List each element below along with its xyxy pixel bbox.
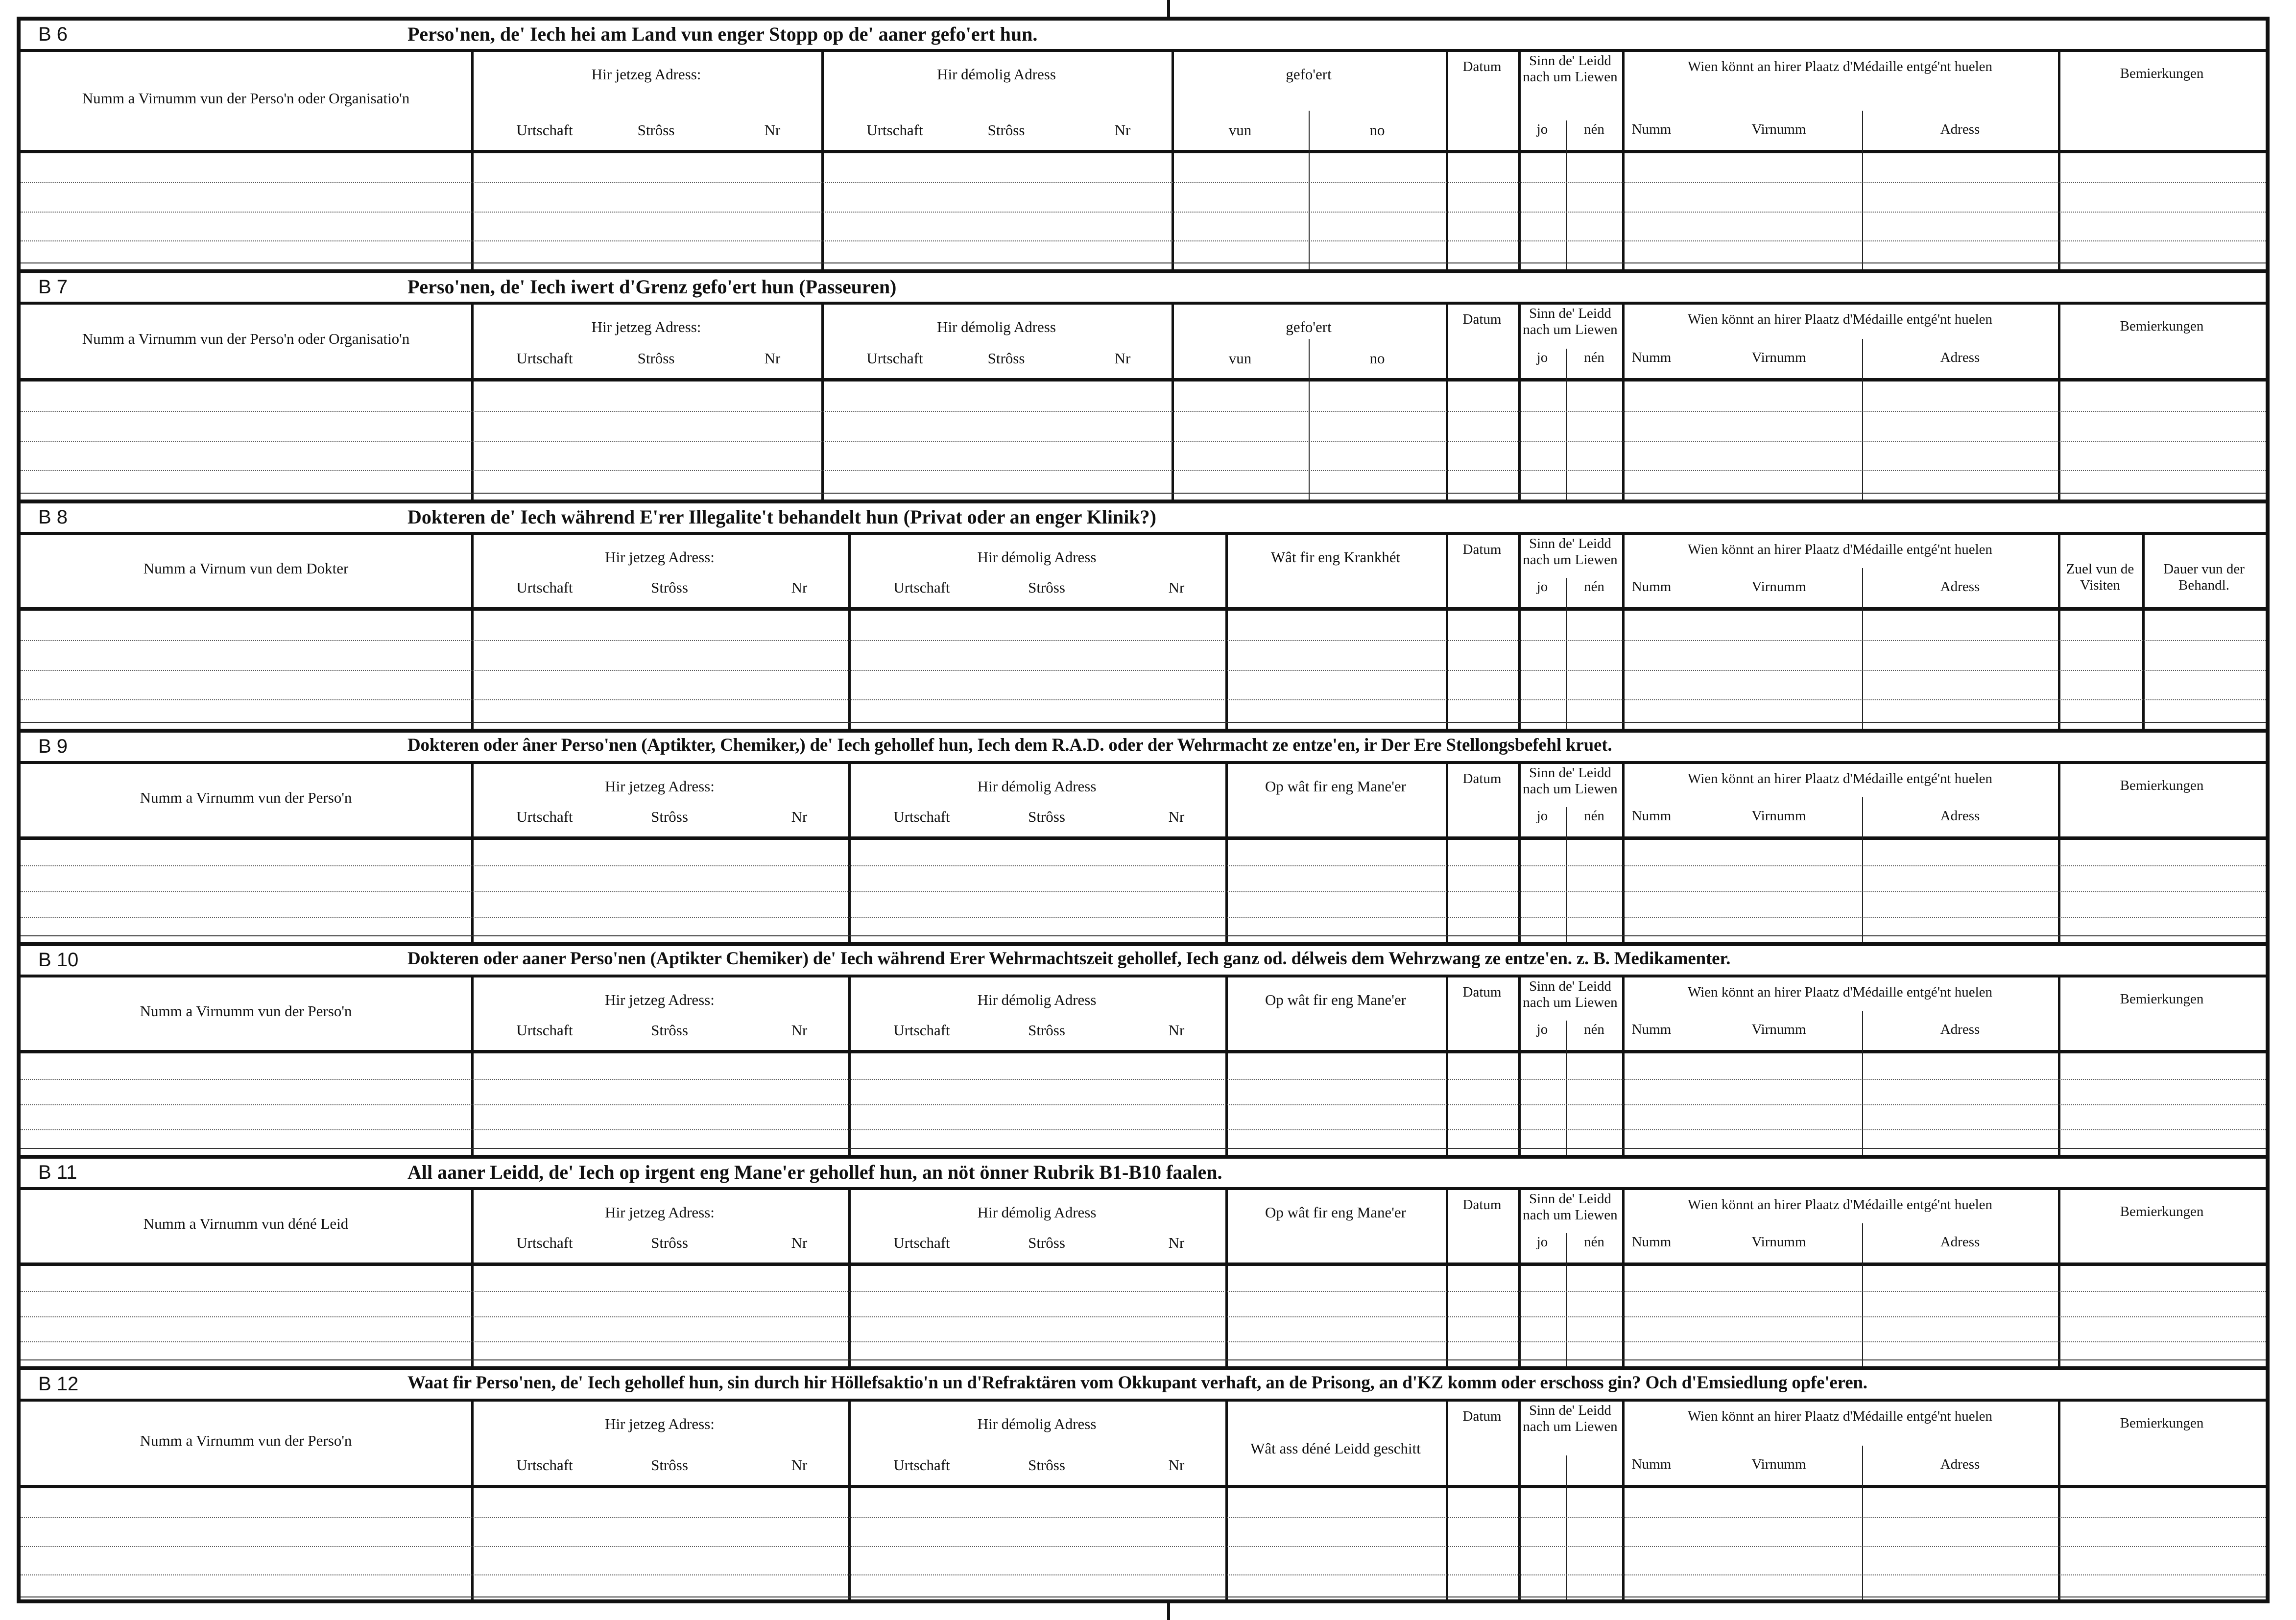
current-nr-header: Nr — [764, 121, 781, 139]
current-street-header: Strôss — [651, 1234, 688, 1251]
remarks-header: Bemierkungen — [2120, 318, 2204, 334]
column-divider — [1225, 1187, 1228, 1366]
alive-no-header: nén — [1584, 579, 1604, 595]
alive-yes-header: jo — [1536, 1234, 1548, 1250]
header-bottom-rule — [21, 1485, 2266, 1488]
header-bottom-rule — [21, 150, 2266, 153]
section-divider — [21, 942, 2266, 946]
former-street-header: Strôss — [987, 350, 1025, 367]
section-title: Dokteren oder âner Perso'nen (Aptikter, Chemiker,) de' Iech gehollef hun, Iech dem R.A.D. oder der Wehrmacht ze entze'en, ir Der Ere Stellongsbefehl kruet. — [407, 735, 1612, 755]
alive-subdivider — [1566, 1021, 1567, 1155]
alive-subdivider — [1566, 1455, 1567, 1603]
current-address-header: Hir jetzeg Adress: — [605, 778, 715, 795]
current-town-header: Urtschaft — [516, 808, 573, 825]
medal-firstname-header: Virnumm — [1751, 1234, 1806, 1250]
medal-name-header: Numm — [1631, 1234, 1672, 1250]
entry-row-line — [21, 1574, 2266, 1575]
column-divider — [1622, 1187, 1625, 1366]
section-code: B 10 — [38, 949, 79, 971]
medal-name-header: Numm — [1631, 579, 1672, 595]
alive-no-header: nén — [1584, 808, 1604, 824]
medal-name-header: Numm — [1631, 350, 1672, 365]
section-code: B 11 — [38, 1162, 77, 1183]
header-top-rule — [21, 49, 2266, 52]
alive-yes-header: jo — [1536, 121, 1548, 137]
column-divider — [2058, 49, 2060, 269]
medal-address-header: Adress — [1940, 350, 1980, 365]
column-divider — [1172, 49, 1174, 269]
name-column-header: Numm a Virnumm vun der Perso'n — [140, 1432, 352, 1449]
col3-header: Op wât fir eng Mane'er — [1265, 1204, 1406, 1221]
medal-name-header: Numm — [1631, 808, 1672, 824]
col3-to-header: no — [1369, 350, 1385, 367]
header-top-rule — [21, 532, 2266, 535]
section-bottom-line — [21, 935, 2266, 936]
form-bottom-border — [21, 1599, 2266, 1603]
section-code: B 12 — [38, 1373, 79, 1395]
former-nr-header: Nr — [1114, 121, 1131, 139]
bottom-binding-mark — [1167, 1601, 1170, 1620]
section-title: Dokteren oder aaner Perso'nen (Aptikter Chemiker) de' Iech während Erer Wehrmachtszeit gehollef, Iech ganz od. délweis dem Wehrzwang ze entze'en. z. B. Medikamenter. — [407, 949, 1731, 969]
date-header: Datum — [1462, 771, 1502, 786]
col3-from-header: vun — [1228, 121, 1252, 139]
col3-to-header: no — [1369, 121, 1385, 139]
current-town-header: Urtschaft — [516, 350, 573, 367]
section-b9 — [21, 729, 2266, 942]
alive-subdivider — [1566, 349, 1567, 500]
column-divider — [1446, 975, 1448, 1155]
section-code: B 6 — [38, 24, 68, 45]
former-street-header: Strôss — [1028, 1456, 1065, 1474]
entry-row-line — [21, 640, 2266, 641]
former-town-header: Urtschaft — [893, 1234, 950, 1251]
former-street-header: Strôss — [1028, 579, 1065, 596]
section-title: Dokteren de' Iech während E'rer Illegalite't behandelt hun (Privat oder an enger Klinik?) — [407, 506, 1156, 528]
entry-row-line — [21, 182, 2266, 183]
remarks-header: Bemierkungen — [2120, 1415, 2204, 1431]
current-town-header: Urtschaft — [516, 121, 573, 139]
former-address-header: Hir démolig Adress — [977, 991, 1097, 1008]
medal-firstname-header: Virnumm — [1751, 121, 1806, 137]
medal-header: Wien könnt an hirer Plaatz d'Médaille entgé'nt huelen — [1687, 1408, 1993, 1424]
medal-header: Wien könnt an hirer Plaatz d'Médaille entgé'nt huelen — [1687, 1197, 1993, 1213]
alive-subdivider — [1566, 807, 1567, 942]
current-town-header: Urtschaft — [516, 1456, 573, 1474]
name-column-header: Numm a Virnumm vun der Perso'n — [140, 1002, 352, 1020]
former-address-header: Hir démolig Adress — [977, 548, 1097, 566]
medal-name-header: Numm — [1631, 121, 1672, 137]
alive-header: Sinn de' Leidd nach um Liewen — [1523, 765, 1618, 797]
entry-row-line — [21, 1316, 2266, 1317]
column-divider — [1446, 49, 1448, 269]
medal-header: Wien könnt an hirer Plaatz d'Médaille entgé'nt huelen — [1687, 542, 1993, 557]
current-address-header: Hir jetzeg Adress: — [605, 1204, 715, 1221]
header-top-rule — [21, 975, 2266, 977]
medal-header: Wien könnt an hirer Plaatz d'Médaille entgé'nt huelen — [1687, 59, 1993, 74]
former-nr-header: Nr — [1168, 1022, 1185, 1039]
alive-yes-header: jo — [1536, 808, 1548, 824]
section-bottom-line — [21, 262, 2266, 263]
section-bottom-line — [21, 1148, 2266, 1149]
former-street-header: Strôss — [1028, 1234, 1065, 1251]
column-divider — [1518, 1187, 1521, 1366]
section-divider — [21, 729, 2266, 733]
col3-header: gefo'ert — [1286, 318, 1332, 335]
column-divider — [1518, 761, 1521, 942]
section-code: B 7 — [38, 276, 68, 298]
current-nr-header: Nr — [791, 1022, 808, 1039]
alive-no-header: nén — [1584, 350, 1604, 365]
col3-header: Wât fir eng Krankhét — [1270, 548, 1401, 566]
column-divider — [1446, 1399, 1448, 1603]
date-header: Datum — [1462, 59, 1502, 74]
current-nr-header: Nr — [791, 579, 808, 596]
alive-subdivider — [1566, 578, 1567, 729]
col3-header: Wât ass déné Leidd geschitt — [1250, 1440, 1421, 1457]
section-b10 — [21, 942, 2266, 1155]
medal-firstname-header: Virnumm — [1751, 350, 1806, 365]
section-divider — [21, 500, 2266, 503]
medal-name-header: Numm — [1631, 1456, 1672, 1472]
column-divider — [1518, 1399, 1521, 1603]
section-title: Perso'nen, de' Iech iwert d'Grenz gefo'ert hun (Passeuren) — [407, 276, 897, 298]
current-address-header: Hir jetzeg Adress: — [591, 66, 701, 83]
column-divider — [1225, 761, 1228, 942]
col3-header: Op wât fir eng Mane'er — [1265, 991, 1406, 1008]
entry-row-line — [21, 891, 2266, 892]
former-address-header: Hir démolig Adress — [937, 318, 1056, 335]
current-nr-header: Nr — [791, 1234, 808, 1251]
remarks-header: Bemierkungen — [2120, 991, 2204, 1007]
current-street-header: Strôss — [651, 1456, 688, 1474]
name-column-header: Numm a Virnum vun dem Dokter — [143, 560, 349, 577]
header-bottom-rule — [21, 378, 2266, 381]
col3-header: Op wât fir eng Mane'er — [1265, 778, 1406, 795]
former-address-header: Hir démolig Adress — [937, 66, 1056, 83]
section-code: B 8 — [38, 506, 68, 528]
header-top-rule — [21, 302, 2266, 305]
current-nr-header: Nr — [791, 808, 808, 825]
section-bottom-line — [21, 1596, 2266, 1597]
alive-yes-header: jo — [1536, 350, 1548, 365]
header-bottom-rule — [21, 607, 2266, 611]
alive-header: Sinn de' Leidd nach um Liewen — [1523, 306, 1618, 338]
section-bottom-line — [21, 1359, 2266, 1360]
current-street-header: Strôss — [637, 350, 675, 367]
former-nr-header: Nr — [1168, 808, 1185, 825]
former-town-header: Urtschaft — [893, 808, 950, 825]
alive-yes-header: jo — [1536, 579, 1548, 595]
column-divider — [1225, 1399, 1228, 1603]
date-header: Datum — [1462, 1197, 1502, 1213]
former-town-header: Urtschaft — [893, 1022, 950, 1039]
section-title: Perso'nen, de' Iech hei am Land vun enger Stopp op de' aaner gefo'ert hun. — [407, 23, 1038, 45]
entry-row-line — [21, 865, 2266, 866]
alive-no-header: nén — [1584, 1022, 1604, 1037]
column-divider — [1446, 761, 1448, 942]
alive-header: Sinn de' Leidd nach um Liewen — [1523, 1403, 1618, 1435]
section-b6 — [21, 17, 2266, 269]
former-address-header: Hir démolig Adress — [977, 1204, 1097, 1221]
date-header: Datum — [1462, 984, 1502, 1000]
section-b12 — [21, 1366, 2266, 1603]
header-bottom-rule — [21, 1263, 2266, 1266]
section-divider — [21, 269, 2266, 273]
entry-row-line — [21, 1517, 2266, 1518]
medal-address-header: Adress — [1940, 121, 1980, 137]
column-divider — [1518, 975, 1521, 1155]
remarks-header: Bemierkungen — [2120, 66, 2204, 81]
former-nr-header: Nr — [1168, 1456, 1185, 1474]
current-address-header: Hir jetzeg Adress: — [605, 991, 715, 1008]
name-column-header: Numm a Virnumm vun déné Leid — [143, 1215, 349, 1232]
medal-address-header: Adress — [1940, 808, 1980, 824]
section-b8 — [21, 500, 2266, 729]
section-divider — [21, 1366, 2266, 1370]
section-title: All aaner Leidd, de' Iech op irgent eng Mane'er gehollef hun, an nöt önner Rubrik B1-B10 faalen. — [407, 1161, 1222, 1183]
date-header: Datum — [1462, 311, 1502, 327]
name-column-header: Numm a Virnumm vun der Perso'n — [140, 789, 352, 806]
column-divider — [1446, 1187, 1448, 1366]
entry-row-line — [21, 1104, 2266, 1105]
current-address-header: Hir jetzeg Adress: — [591, 318, 701, 335]
former-nr-header: Nr — [1168, 1234, 1185, 1251]
medal-header: Wien könnt an hirer Plaatz d'Médaille entgé'nt huelen — [1687, 771, 1993, 786]
former-nr-header: Nr — [1114, 350, 1131, 367]
former-address-header: Hir démolig Adress — [977, 1415, 1097, 1432]
medal-address-header: Adress — [1940, 1022, 1980, 1037]
medal-header: Wien könnt an hirer Plaatz d'Médaille entgé'nt huelen — [1687, 311, 1993, 327]
medal-header: Wien könnt an hirer Plaatz d'Médaille entgé'nt huelen — [1687, 984, 1993, 1000]
entry-row-line — [21, 1341, 2266, 1342]
current-street-header: Strôss — [651, 579, 688, 596]
former-town-header: Urtschaft — [893, 1456, 950, 1474]
current-town-header: Urtschaft — [516, 1234, 573, 1251]
date-header: Datum — [1462, 542, 1502, 557]
current-street-header: Strôss — [651, 1022, 688, 1039]
former-street-header: Strôss — [987, 121, 1025, 139]
header-bottom-rule — [21, 836, 2266, 840]
entry-row-line — [21, 441, 2266, 442]
alive-header: Sinn de' Leidd nach um Liewen — [1523, 536, 1618, 568]
alive-header: Sinn de' Leidd nach um Liewen — [1523, 978, 1618, 1011]
current-nr-header: Nr — [791, 1456, 808, 1474]
former-town-header: Urtschaft — [866, 350, 923, 367]
column-divider — [1518, 49, 1521, 269]
former-town-header: Urtschaft — [866, 121, 923, 139]
column-divider — [1622, 1399, 1625, 1603]
header-top-rule — [21, 1187, 2266, 1190]
former-town-header: Urtschaft — [893, 579, 950, 596]
entry-row-line — [21, 470, 2266, 471]
header-top-rule — [21, 761, 2266, 764]
medal-firstname-header: Virnumm — [1751, 808, 1806, 824]
former-street-header: Strôss — [1028, 808, 1065, 825]
alive-yes-header: jo — [1536, 1022, 1548, 1037]
entry-row-line — [21, 411, 2266, 412]
section-bottom-line — [21, 722, 2266, 723]
section-title: Waat fir Perso'nen, de' Iech gehollef hun, sin durch hir Höllefsaktio'n un d'Refraktären vom Okkupant verhaft, an de Prisong, an d'KZ komm oder erschoss gin? Och d'Emsiedlung opfe'eren. — [407, 1373, 1867, 1393]
name-column-header: Numm a Virnumm vun der Perso'n oder Organisatio'n — [82, 330, 410, 347]
medal-address-header: Adress — [1940, 1234, 1980, 1250]
medal-firstname-header: Virnumm — [1751, 1022, 1806, 1037]
name-column-header: Numm a Virnumm vun der Perso'n oder Organisatio'n — [82, 90, 410, 107]
col3-from-header: vun — [1228, 350, 1252, 367]
header-bottom-rule — [21, 1050, 2266, 1053]
former-street-header: Strôss — [1028, 1022, 1065, 1039]
column-divider — [1622, 975, 1625, 1155]
entry-row-line — [21, 1546, 2266, 1547]
entry-row-line — [21, 1291, 2266, 1292]
date-header: Datum — [1462, 1408, 1502, 1424]
visits-header: Zuel vun de Visiten — [2066, 561, 2134, 594]
current-nr-header: Nr — [764, 350, 781, 367]
section-divider — [21, 1155, 2266, 1159]
medal-firstname-header: Virnumm — [1751, 1456, 1806, 1472]
medal-name-header: Numm — [1631, 1022, 1672, 1037]
alive-header: Sinn de' Leidd nach um Liewen — [1523, 53, 1618, 85]
former-nr-header: Nr — [1168, 579, 1185, 596]
entry-row-line — [21, 1079, 2266, 1080]
section-b7 — [21, 269, 2266, 500]
section-b11 — [21, 1155, 2266, 1366]
entry-row-line — [21, 212, 2266, 213]
alive-header: Sinn de' Leidd nach um Liewen — [1523, 1191, 1618, 1223]
current-town-header: Urtschaft — [516, 1022, 573, 1039]
entry-row-line — [21, 917, 2266, 918]
section-bottom-line — [21, 493, 2266, 494]
entry-row-line — [21, 1129, 2266, 1130]
medal-address-header: Adress — [1940, 1456, 1980, 1472]
alive-no-header: nén — [1584, 121, 1604, 137]
remarks-header: Bemierkungen — [2120, 778, 2204, 793]
former-address-header: Hir démolig Adress — [977, 778, 1097, 795]
current-address-header: Hir jetzeg Adress: — [605, 1415, 715, 1432]
medal-firstname-header: Virnumm — [1751, 579, 1806, 595]
section-code: B 9 — [38, 736, 68, 757]
col3-header: gefo'ert — [1286, 66, 1332, 83]
entry-row-line — [21, 240, 2266, 241]
medal-address-header: Adress — [1940, 579, 1980, 595]
current-street-header: Strôss — [651, 808, 688, 825]
current-town-header: Urtschaft — [516, 579, 573, 596]
current-street-header: Strôss — [637, 121, 675, 139]
header-top-rule — [21, 1399, 2266, 1402]
duration-header: Dauer vun der Behandl. — [2163, 561, 2245, 594]
remarks-header: Bemierkungen — [2120, 1204, 2204, 1219]
column-divider — [1622, 49, 1625, 269]
entry-row-line — [21, 670, 2266, 671]
entry-row-line — [21, 699, 2266, 700]
alive-no-header: nén — [1584, 1234, 1604, 1250]
alive-subdivider — [1566, 120, 1567, 269]
column-divider — [1622, 761, 1625, 942]
alive-subdivider — [1566, 1233, 1567, 1366]
current-address-header: Hir jetzeg Adress: — [605, 548, 715, 566]
column-divider — [1225, 975, 1228, 1155]
